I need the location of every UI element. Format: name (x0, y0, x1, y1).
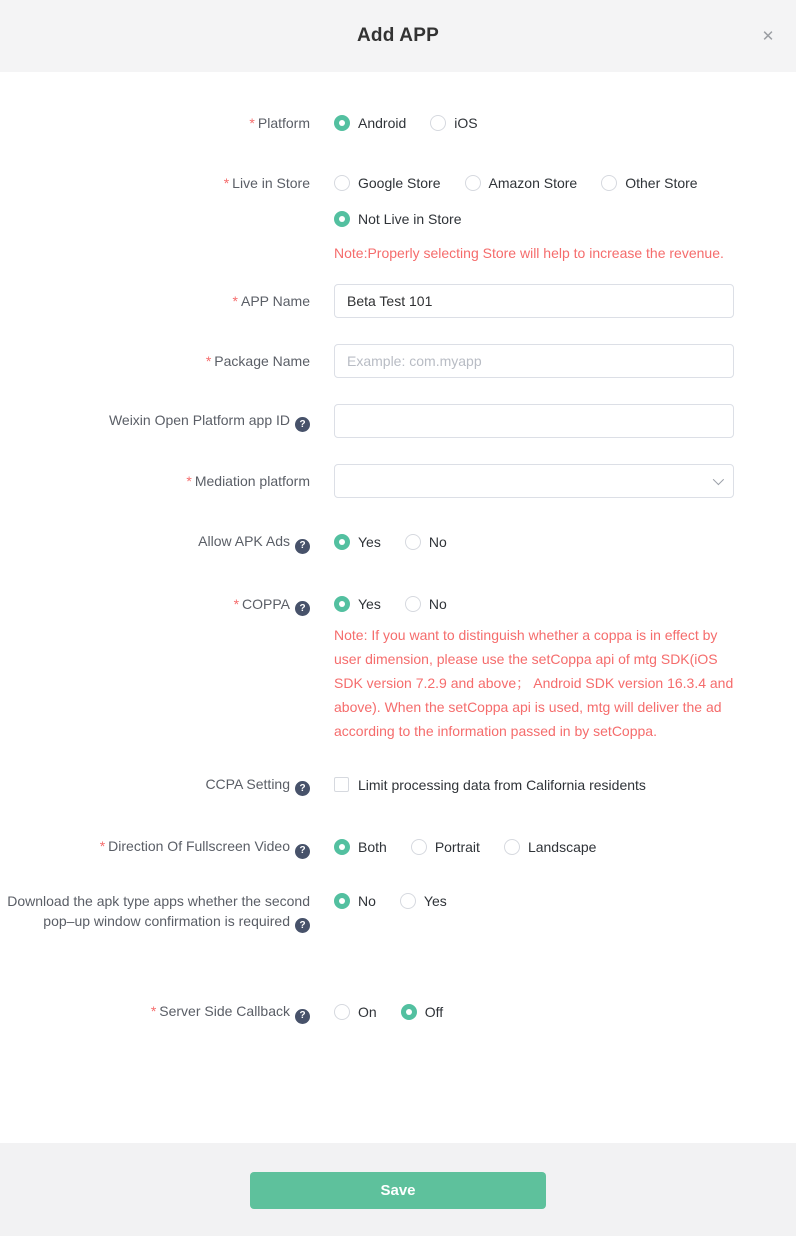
ccpa-checkbox-option[interactable]: Limit processing data from California residents (334, 775, 646, 795)
store-option-google[interactable]: Google Store (334, 173, 441, 193)
weixin-app-id-row (0, 404, 796, 438)
radio-selected-icon[interactable] (334, 596, 350, 612)
radio-selected-icon[interactable] (401, 1004, 417, 1020)
help-icon[interactable]: ? (295, 417, 310, 432)
radio-icon[interactable] (601, 175, 617, 191)
radio-icon[interactable] (400, 893, 416, 909)
store-option-not-live[interactable]: Not Live in Store (334, 209, 462, 229)
help-icon[interactable]: ? (295, 601, 310, 616)
platform-option-android[interactable]: Android (334, 113, 406, 133)
required-marker: * (99, 838, 106, 854)
ccpa-row (0, 774, 796, 797)
radio-icon[interactable] (334, 175, 350, 191)
store-option-amazon[interactable]: Amazon Store (465, 173, 578, 193)
server-callback-row (0, 1001, 796, 1024)
radio-selected-icon[interactable] (334, 839, 350, 855)
store-radio-row-2 (334, 209, 734, 229)
mediation-platform-label: * Mediation platform (186, 473, 310, 489)
dialog-title: Add APP (357, 25, 439, 46)
app-name-row (0, 284, 796, 318)
required-marker: * (232, 293, 238, 309)
radio-selected-icon[interactable] (334, 211, 350, 227)
weixin-app-id-input[interactable] (334, 404, 734, 438)
allow-apk-ads-option-yes[interactable]: Yes (334, 532, 381, 552)
weixin-app-id-label: Weixin Open Platform app ID ? (0, 410, 310, 433)
apk-popup-option-yes[interactable]: Yes (400, 891, 447, 911)
apk-popup-label: Download the apk type apps whether the second pop–up window confirmation is required ? (0, 891, 310, 934)
allow-apk-ads-radio-group (334, 532, 734, 552)
live-in-store-row (0, 173, 796, 266)
dialog-footer (0, 1143, 796, 1236)
server-callback-label: * Server Side Callback ? (0, 1001, 310, 1024)
radio-icon[interactable] (334, 1004, 350, 1020)
chevron-down-icon (713, 474, 724, 485)
server-callback-option-on[interactable]: On (334, 1002, 377, 1022)
required-marker: * (249, 115, 255, 131)
radio-selected-icon[interactable] (334, 893, 350, 909)
package-name-input[interactable] (334, 344, 734, 378)
live-in-store-controls (334, 173, 734, 266)
radio-icon[interactable] (405, 534, 421, 550)
allow-apk-ads-row (0, 531, 796, 554)
allow-apk-ads-option-no[interactable]: No (405, 532, 447, 552)
direction-option-landscape[interactable]: Landscape (504, 837, 597, 857)
coppa-label: * COPPA ? (0, 594, 310, 617)
coppa-option-yes[interactable]: Yes (334, 594, 381, 614)
package-name-row (0, 344, 796, 378)
radio-icon[interactable] (465, 175, 481, 191)
radio-icon[interactable] (411, 839, 427, 855)
coppa-radio-group (334, 594, 734, 614)
dialog-header (0, 0, 796, 72)
radio-selected-icon[interactable] (334, 115, 350, 131)
radio-icon[interactable] (430, 115, 446, 131)
store-option-other[interactable]: Other Store (601, 173, 697, 193)
allow-apk-ads-label: Allow APK Ads ? (0, 531, 310, 554)
direction-option-both[interactable]: Both (334, 837, 387, 857)
required-marker: * (186, 473, 192, 489)
platform-label: * Platform (249, 115, 310, 131)
required-marker: * (233, 595, 240, 612)
required-marker: * (223, 175, 230, 191)
coppa-note: Note: If you want to distinguish whether a coppa is in effect by user dimension, please use the setCoppa api of mtg SDK(iOS SDK version 7.2.9 and above； Android SDK version 16.3.4 and above). When the setCoppa api is used, mtg will deliver the ad according to the information passed in by setCoppa. (334, 626, 734, 739)
apk-popup-row (0, 891, 796, 934)
direction-label: * Direction Of Fullscreen Video ? (0, 836, 310, 859)
platform-row (0, 113, 796, 133)
package-name-label: * Package Name (205, 353, 310, 369)
dialog-body (0, 72, 796, 1143)
platform-option-ios[interactable]: iOS (430, 113, 477, 133)
platform-radio-group (334, 113, 734, 133)
radio-icon[interactable] (405, 596, 421, 612)
live-in-store-label: * Live in Store (223, 175, 310, 191)
radio-icon[interactable] (504, 839, 520, 855)
help-icon[interactable]: ? (295, 781, 310, 796)
apk-popup-radio-group (334, 891, 734, 911)
ccpa-label: CCPA Setting ? (0, 774, 310, 797)
help-icon[interactable]: ? (295, 918, 310, 933)
required-marker: * (150, 1003, 157, 1019)
required-marker: * (205, 353, 212, 369)
store-note: Note:Properly selecting Store will help to increase the revenue. (334, 245, 724, 261)
server-callback-option-off[interactable]: Off (401, 1002, 443, 1022)
save-button[interactable]: Save (250, 1172, 546, 1209)
apk-popup-option-no[interactable]: No (334, 891, 376, 911)
direction-row (0, 836, 796, 859)
coppa-option-no[interactable]: No (405, 594, 447, 614)
radio-selected-icon[interactable] (334, 534, 350, 550)
app-name-label: * APP Name (232, 293, 310, 309)
mediation-platform-row (0, 464, 796, 498)
help-icon[interactable]: ? (295, 844, 310, 859)
help-icon[interactable]: ? (295, 539, 310, 554)
checkbox-icon[interactable] (334, 777, 349, 792)
close-icon[interactable]: ✕ (756, 24, 780, 48)
direction-option-portrait[interactable]: Portrait (411, 837, 480, 857)
app-name-input[interactable] (334, 284, 734, 318)
server-callback-radio-group (334, 1002, 734, 1022)
store-radio-row-1 (334, 173, 734, 193)
help-icon[interactable]: ? (295, 1009, 310, 1024)
mediation-platform-select[interactable] (334, 464, 734, 498)
coppa-row (0, 594, 796, 743)
direction-radio-group (334, 837, 734, 857)
